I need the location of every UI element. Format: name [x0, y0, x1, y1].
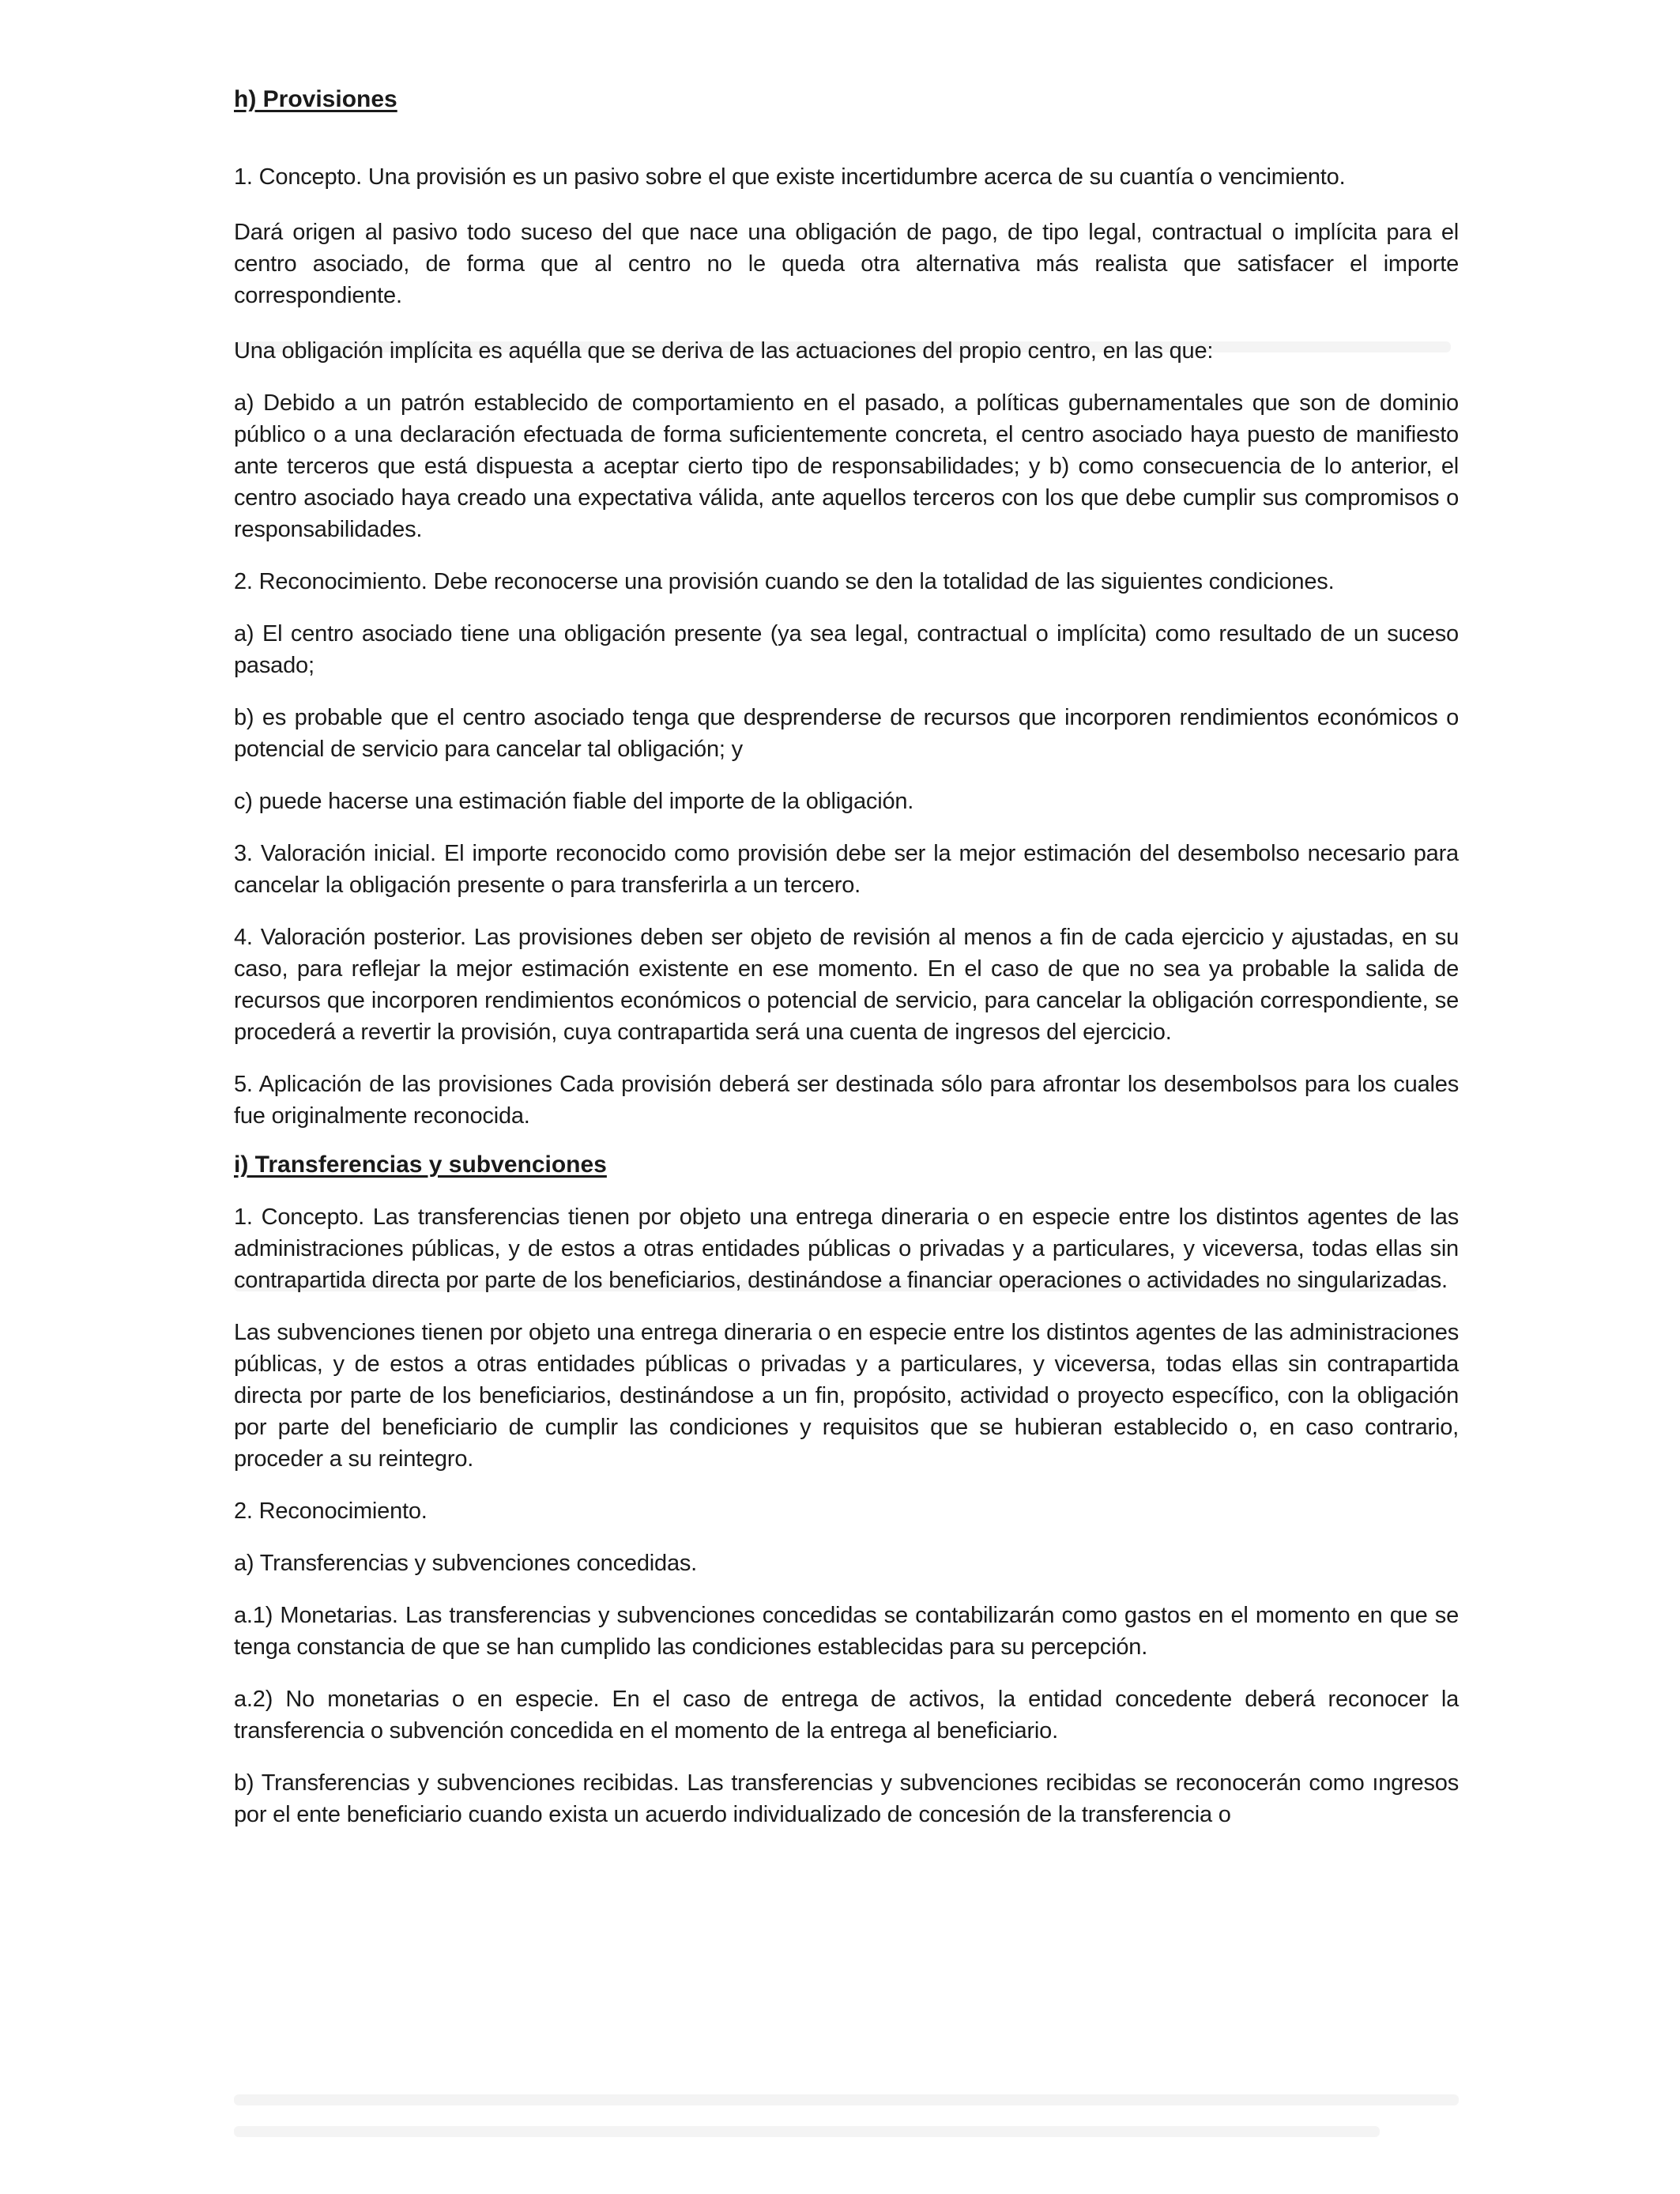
paragraph-subvenciones: Las subvenciones tienen por objeto una entrega dineraria o en especie entre los distintos agentes de las administraciones públicas, y de estos a otras entidades públicas o privadas y a particulares, y viceversa, todas ellas sin contrapartida directa por parte de los beneficiarios, destinándose a un fin, propósito, actividad o proyecto específico, con la obligación por parte del beneficiario de cumplir las condiciones y requisitos que se hubieran establecido o, en caso contrario, proceder a su reintegro.: [234, 1320, 1459, 1472]
paragraph-aplicacion-provisiones: 5. Aplicación de las provisiones Cada provisión deberá ser destinada sólo para afrontar los desembolsos para los cuales fue originalmente reconocida.: [234, 1072, 1459, 1129]
section-heading-provisiones: h) Provisiones: [234, 86, 397, 112]
paragraph-reconocimiento: 2. Reconocimiento. Debe reconocerse una provisión cuando se den la totalidad de las siguientes condiciones.: [234, 569, 1335, 594]
paragraph-reconocimiento-c: c) puede hacerse una estimación fiable del importe de la obligación.: [234, 789, 914, 814]
bleed-through-line: [234, 2126, 1380, 2137]
paragraph-transferencias-concepto: 1. Concepto. Las transferencias tienen por objeto una entrega dineraria o en especie entre los distintos agentes de las administraciones públicas, y de estos a otras entidades públicas o privadas y a particulares, y viceversa, todas ellas sin contrapartida directa por parte de los beneficiarios, destinándose a financiar operaciones o actividades no singularizadas.: [234, 1204, 1459, 1293]
paragraph-reconocimiento-b: b) es probable que el centro asociado tenga que desprenderse de recursos que incorporen rendimientos económicos o potencial de servicio para cancelar tal obligación; y: [234, 705, 1459, 762]
paragraph-valoracion-posterior: 4. Valoración posterior. Las provisiones deben ser objeto de revisión al menos a fin de cada ejercicio y ajustadas, en su caso, para reflejar la mejor estimación existente en ese momento. En el caso de que no sea ya probable la salida de recursos que incorporen rendimientos económicos o potencial de servicio, para cancelar la obligación correspondiente, se procederá a revertir la provisión, cuya contrapartida será una cuenta de ingresos del ejercicio.: [234, 925, 1459, 1045]
paragraph-reconocimiento-2: 2. Reconocimiento.: [234, 1498, 428, 1524]
paragraph-concepto: 1. Concepto. Una provisión es un pasivo sobre el que existe incertidumbre acerca de su cuantía o vencimiento.: [234, 164, 1346, 190]
document-body: [234, 84, 1459, 1830]
paragraph-reconocimiento-a: a) El centro asociado tiene una obligación presente (ya sea legal, contractual o implícita) como resultado de un suceso pasado;: [234, 621, 1459, 678]
paragraph-origen-pasivo: Dará origen al pasivo todo suceso del que nace una obligación de pago, de tipo legal, contractual o implícita para el centro asociado, de forma que al centro no le queda otra alternativa más realista que satisfacer el importe correspondiente.: [234, 220, 1459, 308]
paragraph-monetarias: a.1) Monetarias. Las transferencias y subvenciones concedidas se contabilizarán como gastos en el momento en que se tenga constancia de que se han cumplido las condiciones establecidas para su percepción.: [234, 1603, 1459, 1660]
paragraph-no-monetarias: a.2) No monetarias o en especie. En el caso de entrega de activos, la entidad concedente deberá reconocer la transferencia o subvención concedida en el momento de la entrega al beneficiario.: [234, 1687, 1459, 1744]
paragraph-obligacion-implicita: Una obligación implícita es aquélla que se deriva de las actuaciones del propio centro, en las que:: [234, 338, 1214, 364]
paragraph-condicion-a: a) Debido a un patrón establecido de comportamiento en el pasado, a políticas gubernamentales que son de dominio público o a una declaración efectuada de forma suficientemente concreta, el centro asociado haya puesto de manifiesto ante terceros que está dispuesta a aceptar cierto tipo de responsabilidades; y b) como consecuencia de lo anterior, el centro asociado haya creado una expectativa válida, ante aquellos terceros con los que debe cumplir sus compromisos o responsabilidades.: [234, 390, 1459, 542]
bleed-through-line: [234, 2094, 1459, 2105]
paragraph-recibidas: b) Transferencias y subvenciones recibidas. Las transferencias y subvenciones recibidas se reconocerán como ıngresos por el ente beneficiario cuando exista un acuerdo individualizado de concesión de la transferencia o: [234, 1770, 1459, 1827]
paragraph-valoracion-inicial: 3. Valoración inicial. El importe reconocido como provisión debe ser la mejor estimación del desembolso necesario para cancelar la obligación presente o para transferirla a un tercero.: [234, 841, 1459, 898]
section-heading-transferencias: i) Transferencias y subvenciones: [234, 1152, 607, 1178]
paragraph-concedidas: a) Transferencias y subvenciones concedidas.: [234, 1551, 698, 1576]
